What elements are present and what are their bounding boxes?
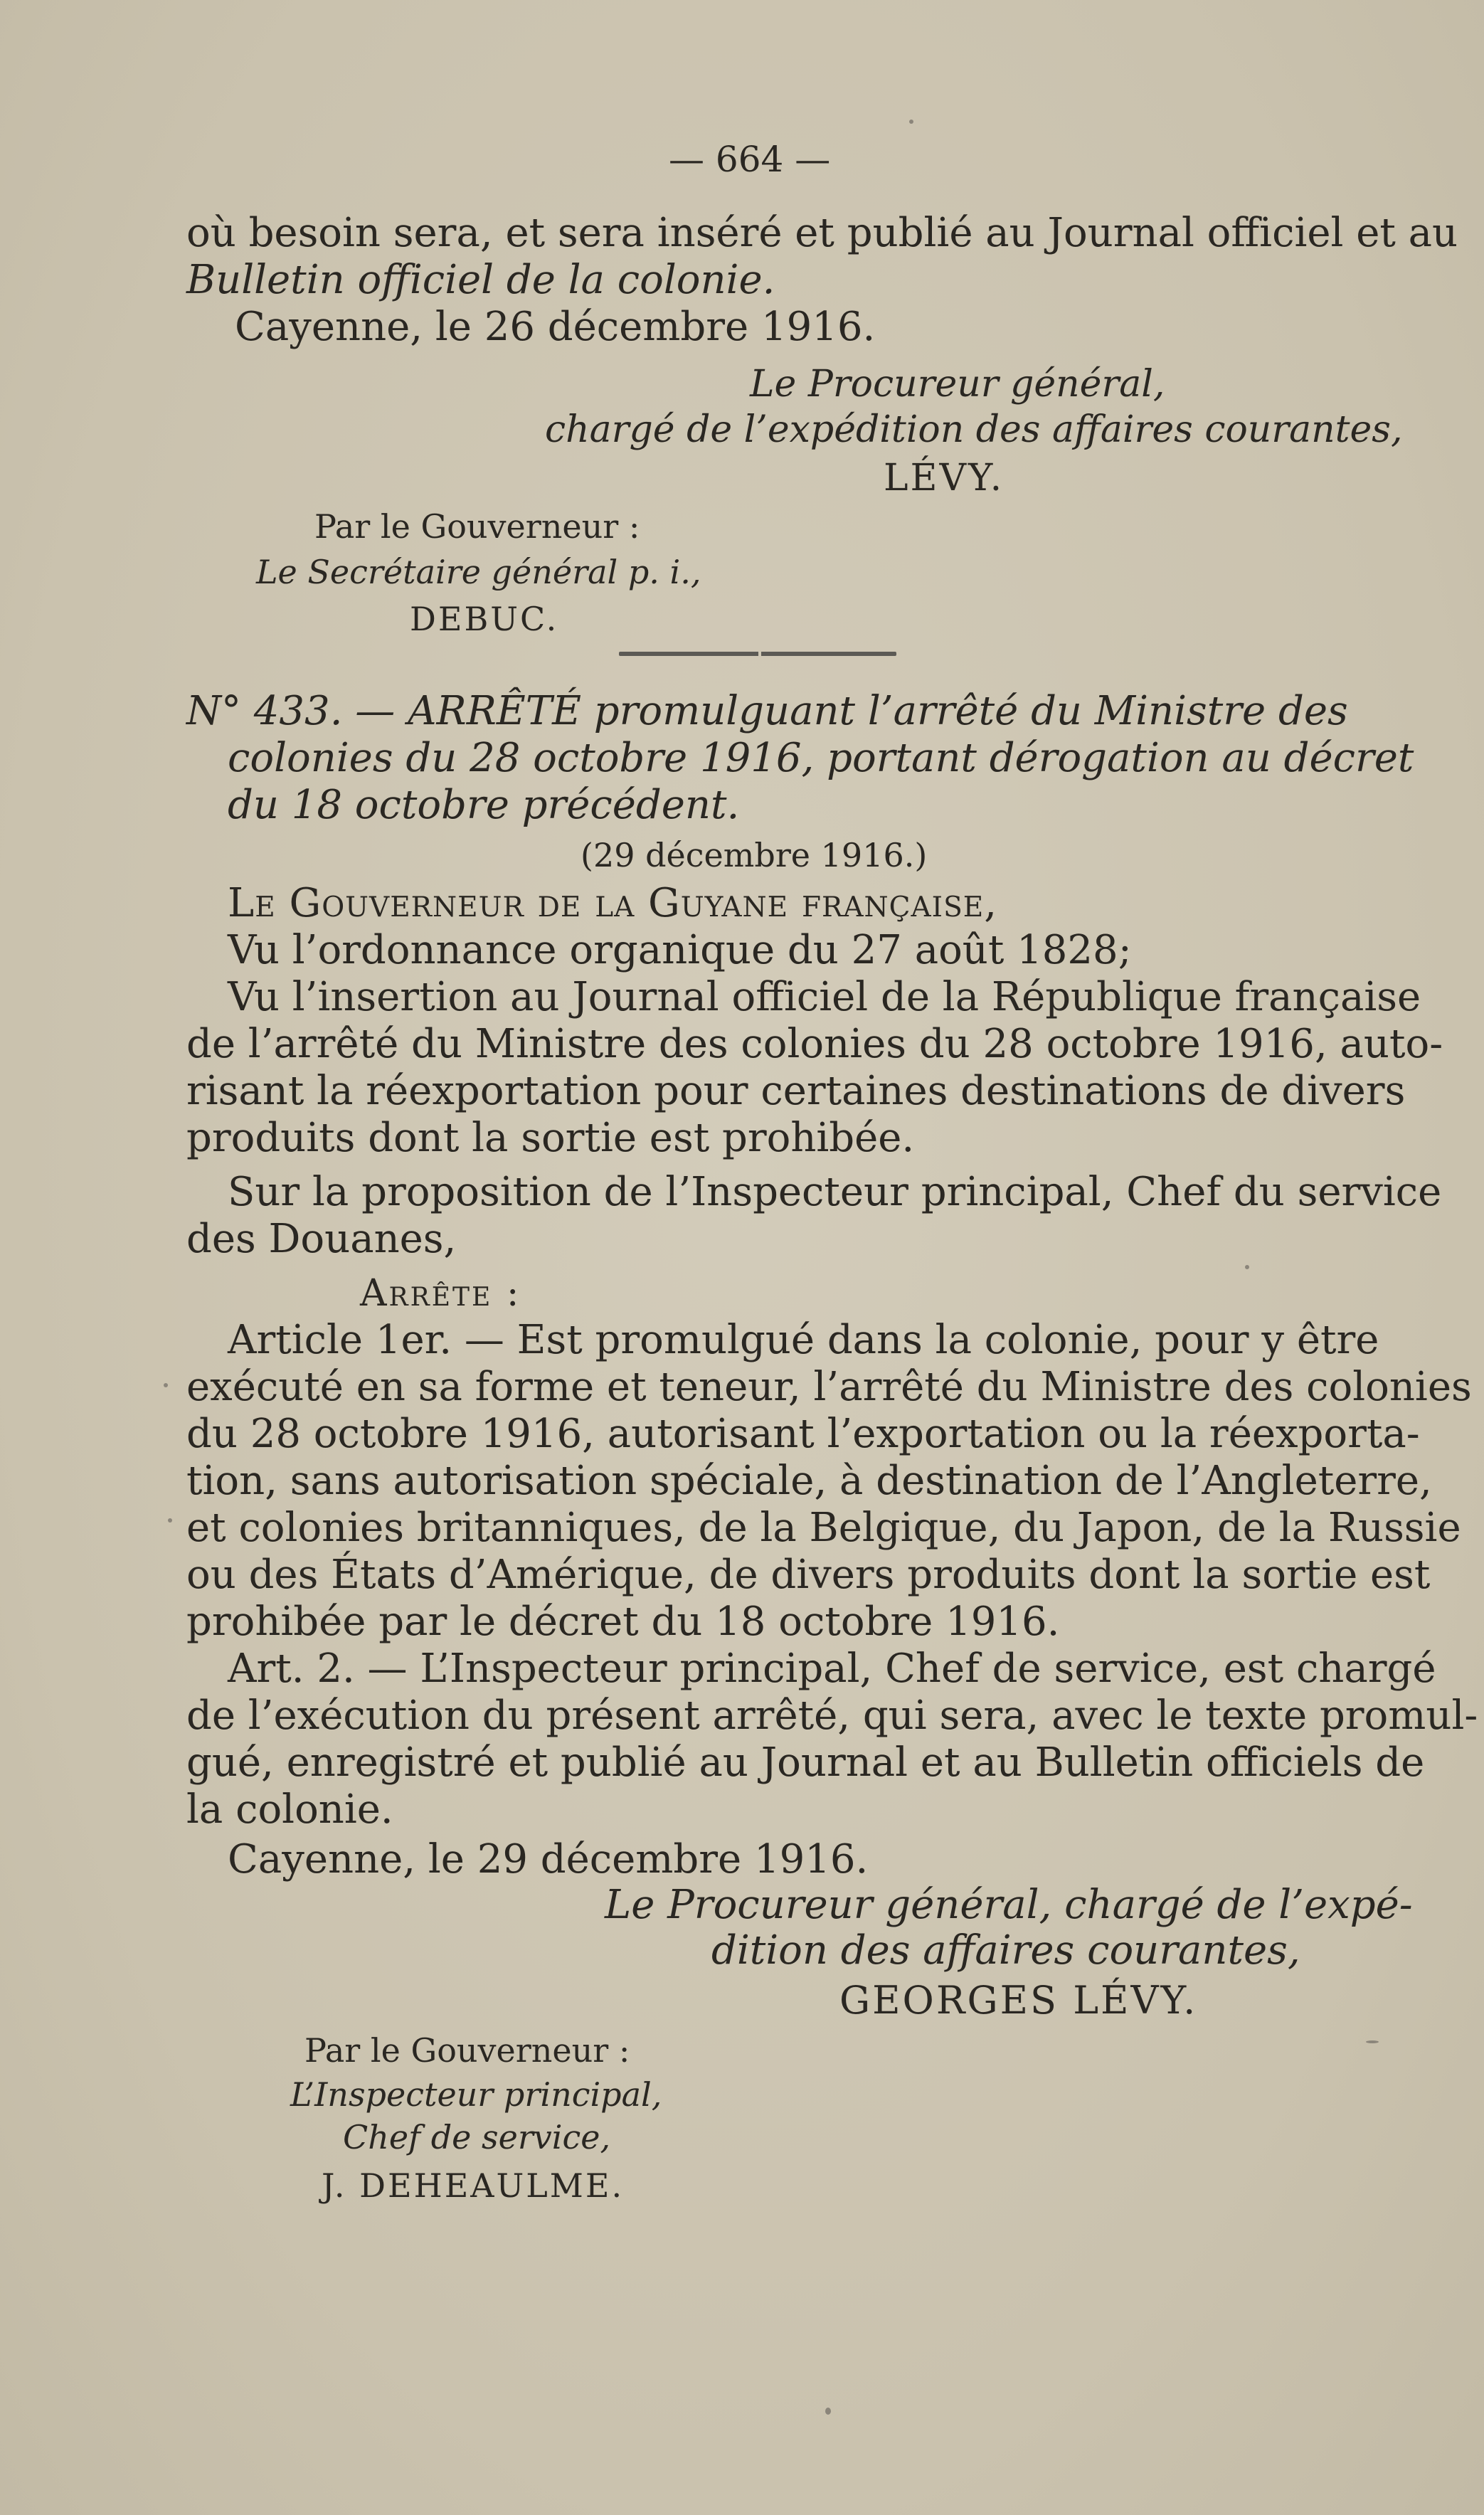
countersign-by: Par le Gouverneur : <box>304 2031 630 2070</box>
text-line: où besoin sera, et sera inséré et publié au Journal officiel et au <box>186 210 1458 256</box>
body-line: prohibée par le décret du 18 octobre 1916. <box>186 1599 1060 1645</box>
date-line: Cayenne, le 26 décembre 1916. <box>235 304 876 350</box>
body-line: de l’arrêté du Ministre des colonies du 28 octobre 1916, auto- <box>186 1021 1443 1067</box>
paper-speck <box>1245 1265 1249 1269</box>
signatory-name: LÉVY. <box>884 457 1005 499</box>
page-number: — 664 — <box>669 139 831 180</box>
act-heading: du 18 octobre précédent. <box>228 782 740 828</box>
signatory-title: dition des affaires courantes, <box>711 1927 1300 1974</box>
paper-speck <box>825 2408 831 2415</box>
signatory-name: GEORGES LÉVY. <box>839 1978 1198 2023</box>
act-heading: colonies du 28 octobre 1916, portant dérogation au décret <box>228 735 1414 781</box>
countersign-title: Chef de service, <box>343 2118 611 2156</box>
body-line: du 28 octobre 1916, autorisant l’exportation ou la réexporta- <box>186 1411 1420 1457</box>
body-line: Vu l’insertion au Journal officiel de la République française <box>228 974 1421 1020</box>
body-line: exécuté en sa forme et teneur, l’arrêté du Ministre des colonies <box>186 1364 1472 1410</box>
signatory-title: chargé de l’expédition des affaires courantes, <box>545 408 1403 451</box>
countersign-title: Le Secrétaire général p. i., <box>256 553 701 591</box>
body-line: produits dont la sortie est prohibée. <box>186 1115 915 1161</box>
countersign-name: J. DEHEAULME. <box>322 2166 625 2205</box>
paper-speck <box>1366 2040 1379 2043</box>
body-line: Article 1er. — Est promulgué dans la colonie, pour y être <box>228 1317 1379 1363</box>
act-heading: N° 433. — ARRÊTÉ promulguant l’arrêté du Ministre des <box>186 688 1348 734</box>
body-line: de l’exécution du présent arrêté, qui sera, avec le texte promul- <box>186 1693 1478 1739</box>
paper-speck <box>909 120 913 124</box>
section-divider <box>619 652 896 656</box>
body-line: Sur la proposition de l’Inspecteur principal, Chef du service <box>228 1169 1442 1215</box>
body-line: ou des États d’Amérique, de divers produits dont la sortie est <box>186 1552 1431 1598</box>
body-line: et colonies britanniques, de la Belgique, du Japon, de la Russie <box>186 1505 1461 1551</box>
date-line: Cayenne, le 29 décembre 1916. <box>228 1836 869 1883</box>
signatory-title: Le Procureur général, <box>750 363 1165 406</box>
body-line: gué, enregistré et publié au Journal et au Bulletin officiels de <box>186 1740 1425 1786</box>
body-line: des Douanes, <box>186 1216 457 1262</box>
paper-speck <box>164 1383 168 1387</box>
countersign-by: Par le Gouverneur : <box>314 507 640 546</box>
text-line: Bulletin officiel de la colonie. <box>186 257 775 303</box>
body-line: tion, sans autorisation spéciale, à destination de l’Angleterre, <box>186 1458 1432 1504</box>
countersign-name: DEBUC. <box>410 600 559 638</box>
act-date: (29 décembre 1916.) <box>581 836 928 874</box>
body-line: Art. 2. — L’Inspecteur principal, Chef de service, est chargé <box>228 1646 1436 1692</box>
arrete-heading: Arrête : <box>360 1272 521 1315</box>
body-line: Le Gouverneur de la Guyane française, <box>228 880 998 926</box>
body-line: la colonie. <box>186 1786 393 1833</box>
countersign-title: L’Inspecteur principal, <box>290 2075 662 2114</box>
signatory-title: Le Procureur général, chargé de l’expé- <box>605 1882 1413 1928</box>
body-line: risant la réexportation pour certaines destinations de divers <box>186 1068 1406 1114</box>
paper-speck <box>168 1518 172 1523</box>
body-line: Vu l’ordonnance organique du 27 août 1828; <box>228 927 1132 973</box>
